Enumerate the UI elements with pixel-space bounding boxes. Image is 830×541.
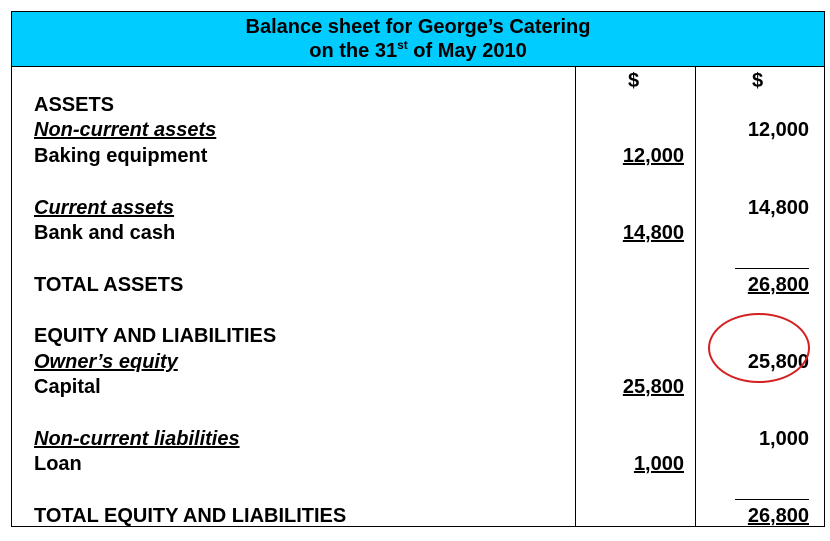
column-divider-1 <box>575 67 576 526</box>
non-current-assets-label: Non-current assets <box>34 119 217 141</box>
owners-equity-total: 25,800 <box>747 351 809 373</box>
total-equity-liabilities-amount: 26,800 <box>747 505 809 527</box>
total-assets-label: TOTAL ASSETS <box>34 274 184 296</box>
current-assets-total: 14,800 <box>747 197 809 219</box>
total-assets-rule <box>735 268 809 269</box>
owners-equity-label: Owner’s equity <box>34 351 178 373</box>
balance-sheet <box>11 11 825 527</box>
sheet-title <box>12 12 824 67</box>
total-assets-amount: 26,800 <box>747 274 809 296</box>
highlight-circle <box>708 313 810 383</box>
col1-header: $ <box>628 70 640 92</box>
title-date-rest: of May 2010 <box>407 40 527 62</box>
loan-label: Loan <box>34 453 82 475</box>
equity-liabilities-heading: EQUITY AND LIABILITIES <box>34 325 277 347</box>
baking-equipment-label: Baking equipment <box>34 145 208 167</box>
baking-equipment-amount: 12,000 <box>622 145 684 167</box>
title-line-1: Balance sheet for George’s Catering <box>245 16 591 38</box>
title-date-suffix: st <box>397 38 408 52</box>
non-current-assets-total: 12,000 <box>747 119 809 141</box>
assets-heading: ASSETS <box>34 94 115 116</box>
bank-and-cash-amount: 14,800 <box>622 222 684 244</box>
non-current-liabilities-label: Non-current liabilities <box>34 428 240 450</box>
bank-and-cash-label: Bank and cash <box>34 222 176 244</box>
col2-header: $ <box>752 70 764 92</box>
non-current-liabilities-total: 1,000 <box>758 428 809 450</box>
column-divider-2 <box>695 67 696 526</box>
current-assets-label: Current assets <box>34 197 175 219</box>
total-equity-liabilities-rule <box>735 499 809 500</box>
title-line-2 <box>12 39 824 63</box>
loan-amount: 1,000 <box>633 453 684 475</box>
title-date-prefix: on the 31 <box>309 40 398 62</box>
total-equity-liabilities-label: TOTAL EQUITY AND LIABILITIES <box>34 505 347 527</box>
capital-amount: 25,800 <box>622 376 684 398</box>
capital-label: Capital <box>34 376 101 398</box>
